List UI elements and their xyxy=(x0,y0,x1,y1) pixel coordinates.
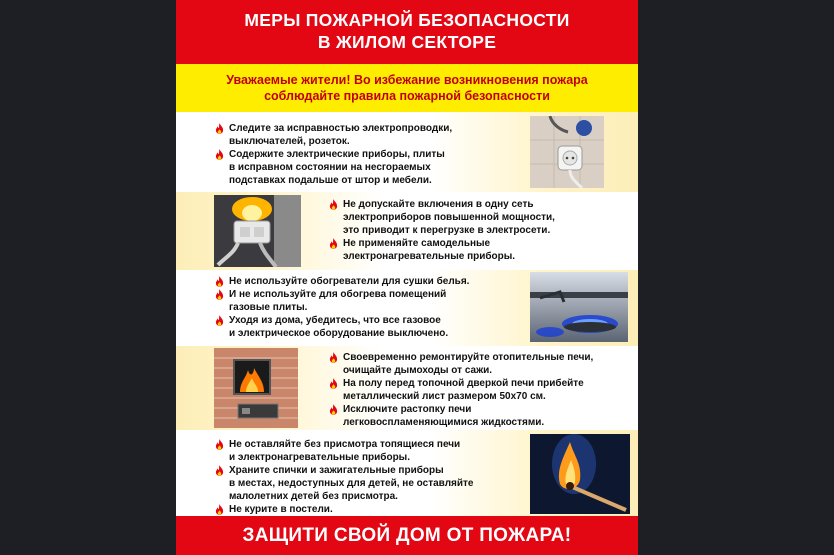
flame-icon xyxy=(215,504,224,515)
flame-icon xyxy=(215,439,224,450)
list-item-line: На полу перед топочной дверкой печи прибейте xyxy=(343,378,584,389)
poster-footer: ЗАЩИТИ СВОЙ ДОМ ОТ ПОЖАРА! xyxy=(176,516,638,555)
list-item-line: Уходя из дома, убедитесь, что все газовое xyxy=(229,315,441,326)
list-item xyxy=(328,377,628,403)
poster-title-line-2: В ЖИЛОМ СЕКТОРЕ xyxy=(317,32,497,52)
brick-stove-photo xyxy=(214,348,298,428)
list-item-line: малолетних детей без присмотра. xyxy=(229,491,398,502)
burning-match-photo xyxy=(530,434,630,514)
section-2-list xyxy=(328,198,628,263)
list-item xyxy=(328,403,628,429)
flame-icon xyxy=(329,404,338,415)
section-1 xyxy=(176,112,638,192)
flame-icon xyxy=(329,352,338,363)
list-item xyxy=(214,148,514,187)
list-item-line: электронагревательные приборы. xyxy=(343,251,516,262)
gas-burner-photo xyxy=(530,272,628,342)
list-item-line: очищайте дымоходы от сажи. xyxy=(343,365,493,376)
overloaded-plug-photo xyxy=(214,195,301,267)
list-item-line: Не оставляйте без присмотра топящиеся печи xyxy=(229,439,461,450)
list-item-line: в местах, недоступных для детей, не оставляйте xyxy=(229,478,474,489)
wall-socket-photo xyxy=(530,116,604,188)
list-item xyxy=(328,351,628,377)
intro-banner xyxy=(176,64,638,112)
section-5 xyxy=(176,430,638,516)
section-1-list xyxy=(214,122,514,187)
section-4 xyxy=(176,346,638,430)
flame-icon xyxy=(329,199,338,210)
list-item-line: Не используйте обогреватели для сушки белья. xyxy=(229,276,470,287)
list-item xyxy=(214,314,514,340)
poster-title-line-1: МЕРЫ ПОЖАРНОЙ БЕЗОПАСНОСТИ xyxy=(244,10,570,30)
list-item-line: Не применяйте самодельные xyxy=(343,238,491,249)
list-item-line: газовые плиты. xyxy=(229,302,308,313)
list-item-line: Не допускайте включения в одну сеть xyxy=(343,199,534,210)
poster-header xyxy=(176,0,638,64)
section-5-list xyxy=(214,438,514,516)
flame-icon xyxy=(215,149,224,160)
flame-icon xyxy=(215,276,224,287)
intro-line-1: Уважаемые жители! Во избежание возникновения пожара xyxy=(226,73,588,87)
list-item-line: и электронагревательные приборы. xyxy=(229,452,411,463)
list-item-line: Своевременно ремонтируйте отопительные печи, xyxy=(343,352,594,363)
list-item xyxy=(328,198,628,237)
intro-line-2: соблюдайте правила пожарной безопасности xyxy=(264,89,550,103)
list-item xyxy=(214,122,514,148)
list-item-line: И не используйте для обогрева помещений xyxy=(229,289,447,300)
flame-icon xyxy=(329,238,338,249)
section-2 xyxy=(176,192,638,270)
list-item-line: и электрическое оборудование выключено. xyxy=(229,328,449,339)
list-item xyxy=(214,503,514,516)
list-item-line: это приводит к перегрузке в электросети. xyxy=(343,225,551,236)
fire-safety-poster xyxy=(176,0,638,555)
list-item xyxy=(214,464,514,503)
list-item xyxy=(214,275,514,288)
list-item-line: Следите за исправностью электропроводки, xyxy=(229,123,453,134)
section-3 xyxy=(176,270,638,346)
flame-icon xyxy=(215,315,224,326)
list-item-line: металлический лист размером 50х70 см. xyxy=(343,391,546,402)
flame-icon xyxy=(215,465,224,476)
list-item xyxy=(328,237,628,263)
list-item-line: электроприборов повышенной мощности, xyxy=(343,212,555,223)
list-item-line: выключателей, розеток. xyxy=(229,136,350,147)
flame-icon xyxy=(329,378,338,389)
list-item-line: Храните спички и зажигательные приборы xyxy=(229,465,444,476)
list-item-line: Содержите электрические приборы, плиты xyxy=(229,149,445,160)
list-item-line: легковоспламеняющимися жидкостями. xyxy=(343,417,545,428)
list-item-line: в исправном состоянии на несгораемых xyxy=(229,162,431,173)
list-item xyxy=(214,288,514,314)
section-3-list xyxy=(214,275,514,340)
section-4-list xyxy=(328,351,628,429)
list-item-line: Исключите растопку печи xyxy=(343,404,472,415)
list-item-line: подставках подальше от штор и мебели. xyxy=(229,175,432,186)
flame-icon xyxy=(215,123,224,134)
list-item-line: Не курите в постели. xyxy=(229,504,333,515)
list-item xyxy=(214,438,514,464)
flame-icon xyxy=(215,289,224,300)
